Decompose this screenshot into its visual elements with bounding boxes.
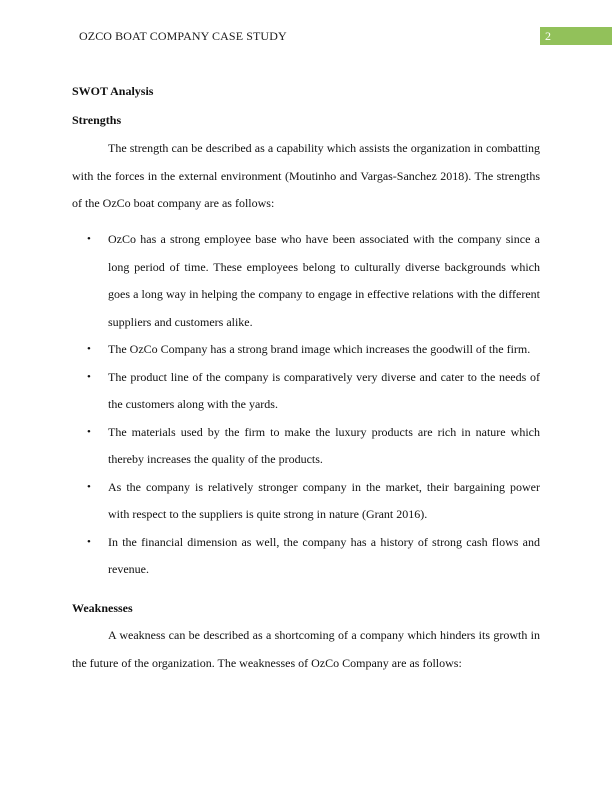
bullet-text: As the company is relatively stronger company in the market, their bargaining power with respect to the suppliers is quite strong in nature (Grant 2016).: [108, 479, 540, 521]
bullet-icon: •: [87, 535, 91, 548]
bullet-text: The materials used by the firm to make the luxury products are rich in nature which thereby increases the quality of the products.: [108, 424, 540, 466]
bullet-icon: •: [87, 233, 91, 245]
list-item: [72, 364, 540, 419]
bullet-icon: •: [87, 343, 91, 355]
bullet-text: In the financial dimension as well, the company has a history of strong cash flows and revenue.: [108, 534, 540, 576]
weaknesses-heading: Weaknesses: [72, 601, 133, 615]
list-item: [72, 226, 540, 336]
page-number-badge: 2: [540, 27, 612, 45]
strengths-heading: Strengths: [72, 113, 122, 127]
list-item: [72, 336, 540, 364]
bullet-icon: •: [87, 370, 91, 383]
bullet-icon: •: [87, 425, 91, 438]
bullet-text: OzCo has a strong employee base who have been associated with the company since a long period of time. These employees belong to culturally diverse backgrounds which goes a long way in helping the company to engage in effective relations with the different suppliers and customers alike.: [108, 232, 540, 329]
list-item: [72, 529, 540, 584]
bullet-icon: •: [87, 480, 91, 493]
weaknesses-intro-paragraph: A weakness can be described as a shortcoming of a company which hinders its growth in the future of the organization. The weaknesses of OzCo Company are as follows:: [72, 628, 540, 670]
strengths-intro-paragraph: The strength can be described as a capability which assists the organization in combatting with the forces in the external environment (Moutinho and Vargas-Sanchez 2018). The strengths of the OzCo boat company are as follows:: [72, 141, 540, 210]
running-header-title: OZCO BOAT COMPANY CASE STUDY: [79, 29, 287, 43]
section-title: SWOT Analysis: [72, 84, 154, 98]
bullet-text: The OzCo Company has a strong brand image which increases the goodwill of the firm.: [108, 342, 531, 356]
bullet-text: The product line of the company is comparatively very diverse and cater to the needs of the customers along with the yards.: [108, 369, 540, 411]
list-item: [72, 419, 540, 474]
strengths-bullet-list: [72, 226, 540, 584]
list-item: [72, 474, 540, 529]
